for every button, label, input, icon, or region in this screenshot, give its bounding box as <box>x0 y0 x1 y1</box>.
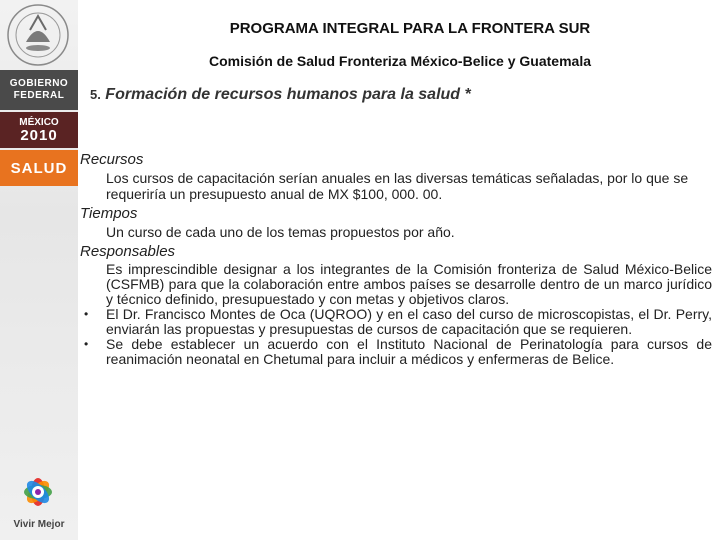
bullet-text-2: Se debe establecer un acuerdo con el Instituto Nacional de Perinatología para cursos de reanimación neonatal en Chetumal para incluir a médicos y enfermeras de Belice. <box>106 336 712 367</box>
year-label: 2010 <box>20 126 58 144</box>
recursos-text: Los cursos de capacitación serían anuales en las diversas temáticas señaladas, por lo que se requeriría un presupuesto anual de MX $100, 000. 00. <box>106 170 689 202</box>
responsables-text: Es imprescindible designar a los integrantes de la Comisión fronteriza de Salud México-Belice (CSFMB) para que la colaboración entre ambos países se desarrolle dentro de un marco jurídico y técnico definido, presupuestado y con metas y objetivos claros. <box>106 261 712 307</box>
tiempos-heading: Tiempos <box>80 205 138 222</box>
list-item <box>80 337 712 367</box>
vivir-mejor-label: Vivir Mejor <box>13 519 65 530</box>
tiempos-text: Un curso de cada uno de los temas propuestos por año. <box>106 224 455 240</box>
page-title: PROGRAMA INTEGRAL PARA LA FRONTERA SUR <box>229 20 591 37</box>
section-number: 5. <box>90 87 101 102</box>
national-seal-icon <box>4 2 72 68</box>
bullet-icon: • <box>84 337 89 351</box>
list-item <box>80 307 712 337</box>
slide-body <box>80 150 712 367</box>
gobierno-label: GOBIERNO <box>9 78 69 89</box>
mexico-label: MÉXICO <box>19 116 59 128</box>
section-title-text: Formación de recursos humanos para la salud * <box>105 86 471 103</box>
section-heading <box>90 86 471 104</box>
gobierno-federal-band <box>0 70 78 110</box>
recursos-heading: Recursos <box>80 151 144 168</box>
bullet-icon: • <box>84 307 89 321</box>
sidebar <box>0 0 78 540</box>
federal-label: FEDERAL <box>13 90 65 101</box>
mexico-2010-band <box>0 112 78 148</box>
salud-band: SALUD <box>0 150 78 186</box>
page-subtitle: Comisión de Salud Fronteriza México-Belice y Guatemala <box>209 53 591 69</box>
vivir-mejor-logo-icon <box>8 466 68 518</box>
bullet-text-1: El Dr. Francisco Montes de Oca (UQROO) y en el caso del curso de microscopistas, el Dr. Perry, enviarán las propuestas y presupuestas de cursos de capacitación que se requieren. <box>106 306 712 337</box>
responsables-heading: Responsables <box>80 243 176 260</box>
